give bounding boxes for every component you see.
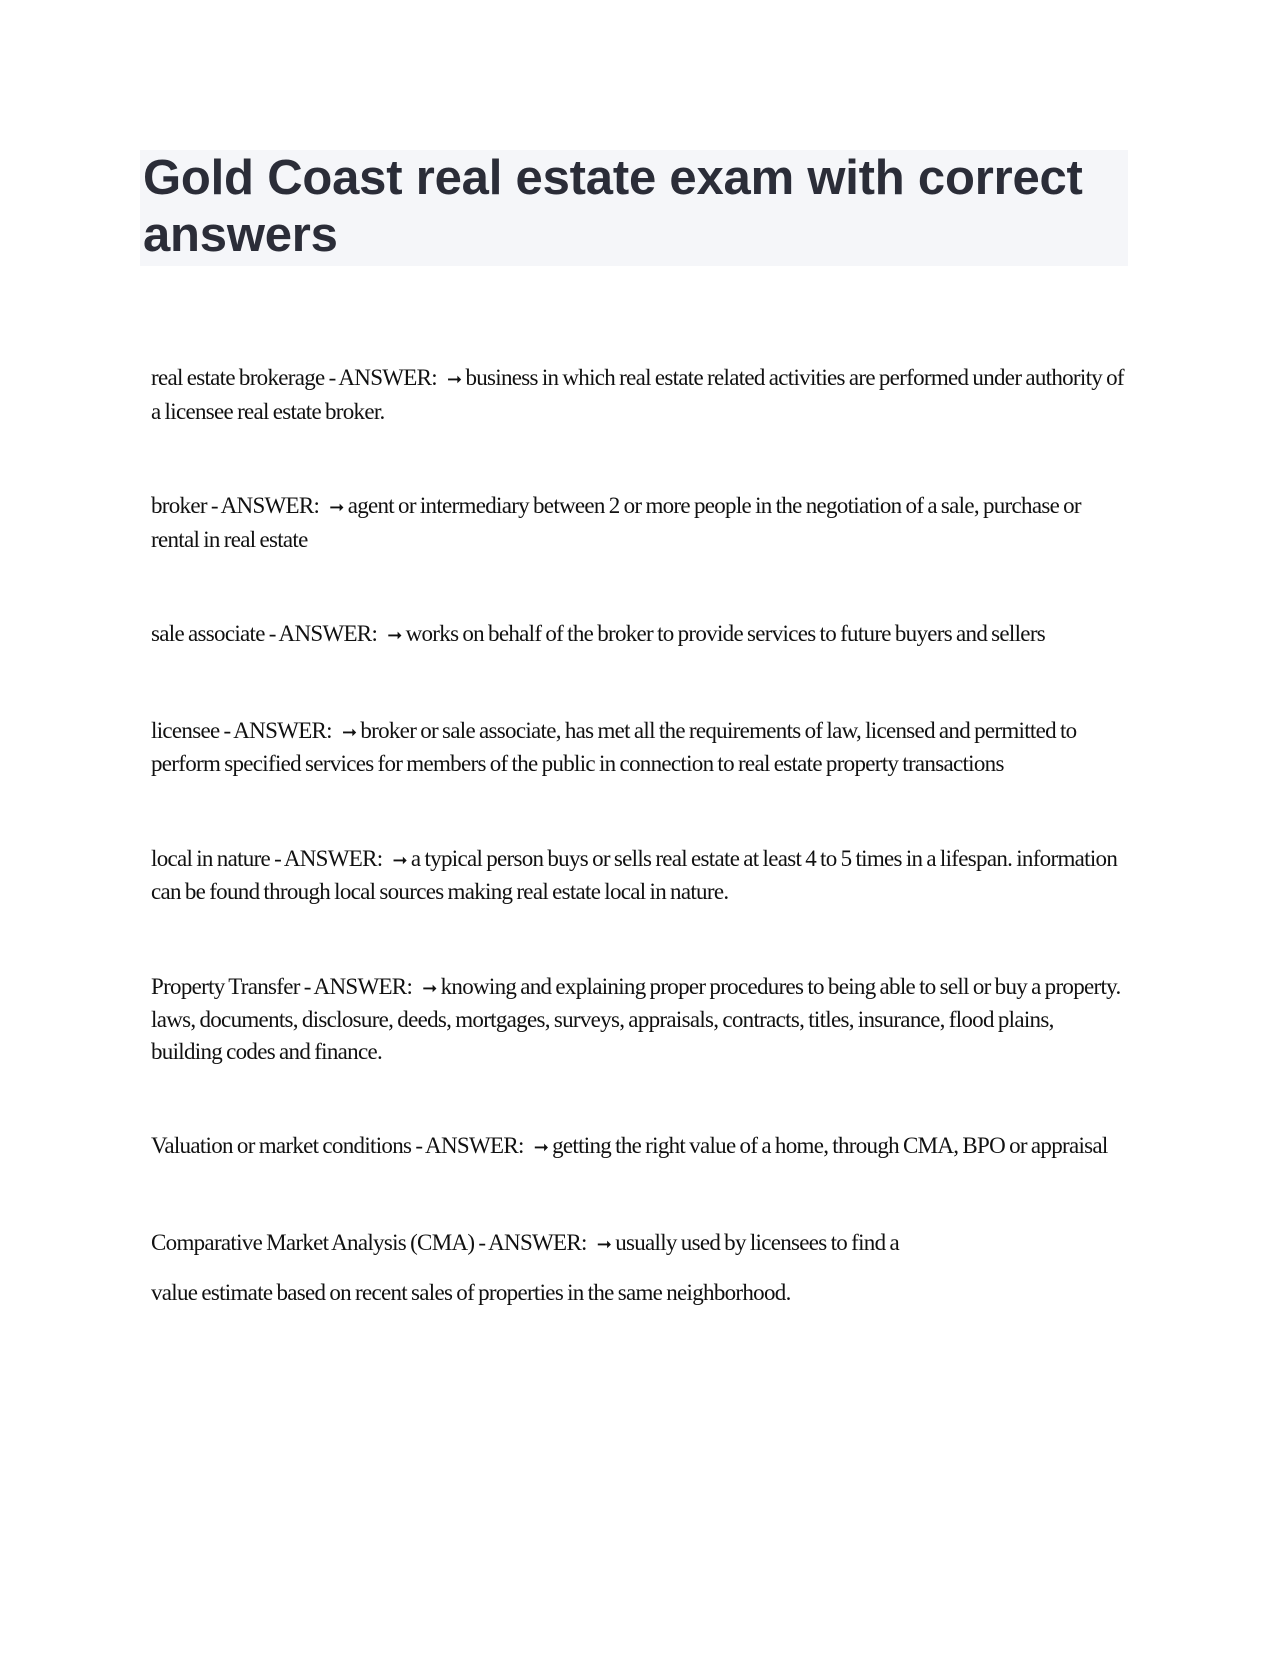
answer: getting the right value of a home, through CMA, BPO or appraisal <box>552 1133 1108 1158</box>
right-arrow-icon: ➞ <box>596 1233 612 1255</box>
answer-label: - ANSWER: <box>328 365 437 390</box>
answer: works on behalf of the broker to provide services to future buyers and sellers <box>405 621 1046 646</box>
right-arrow-icon: ➞ <box>422 977 437 999</box>
qa-entry <box>151 362 1126 427</box>
qa-entry <box>151 618 1126 652</box>
term: Comparative Market Analysis (CMA) <box>151 1229 475 1255</box>
qa-entry <box>151 971 1126 1068</box>
term: Valuation or market conditions <box>151 1133 412 1158</box>
answer-label: - ANSWER: <box>274 845 383 871</box>
answer-label: - ANSWER: <box>303 973 413 999</box>
answer-label: - ANSWER: <box>415 1133 524 1158</box>
right-arrow-icon: ➞ <box>341 721 357 743</box>
answer-label: - ANSWER: <box>210 493 320 518</box>
answer-label: - ANSWER: <box>478 1229 587 1255</box>
answer-label: - ANSWER: <box>223 717 332 743</box>
answer-continued: value estimate based on recent sales of properties in the same neighborhood. <box>151 1280 791 1305</box>
right-arrow-icon: ➞ <box>392 849 407 871</box>
right-arrow-icon: ➞ <box>447 369 462 390</box>
answer: agent or intermediary between 2 or more people in the negotiation of a sale, purchase or rental in real estate <box>151 493 1081 552</box>
qa-entry <box>151 1227 1126 1309</box>
qa-entry <box>151 490 1126 555</box>
title-banner <box>140 150 1128 266</box>
right-arrow-icon: ➞ <box>387 625 402 646</box>
term: licensee <box>151 717 220 743</box>
qa-entry <box>151 1130 1126 1164</box>
term: broker <box>151 493 207 518</box>
qa-entry <box>151 715 1126 780</box>
right-arrow-icon: ➞ <box>533 1137 549 1158</box>
answer: knowing and explaining proper procedures to being able to sell or buy a property. laws, documents, disclosure, deeds, mortgages, surveys, appraisals, contracts, titles, insurance, flood plains, building codes and finance. <box>151 973 1121 1064</box>
answer: a typical person buys or sells real estate at least 4 to 5 times in a lifespan. information can be found through local sources making real estate local in nature. <box>151 845 1118 904</box>
answer: broker or sale associate, has met all the requirements of law, licensed and permitted to perform specified services for members of the public in connection to real estate property transactions <box>151 717 1077 776</box>
qa-entry <box>151 843 1126 908</box>
answer-label: - ANSWER: <box>268 621 378 646</box>
term: Property Transfer <box>151 973 300 999</box>
answer: business in which real estate related activities are performed under authority of a licensee real estate broker. <box>151 365 1124 424</box>
document-title: Gold Coast real estate exam with correct answers <box>143 151 1083 262</box>
term: real estate brokerage <box>151 365 325 390</box>
qa-list <box>151 362 1126 1372</box>
answer: usually used by licensees to find a <box>615 1229 899 1255</box>
right-arrow-icon: ➞ <box>329 497 344 518</box>
term: sale associate <box>151 621 265 646</box>
term: local in nature <box>151 845 271 871</box>
